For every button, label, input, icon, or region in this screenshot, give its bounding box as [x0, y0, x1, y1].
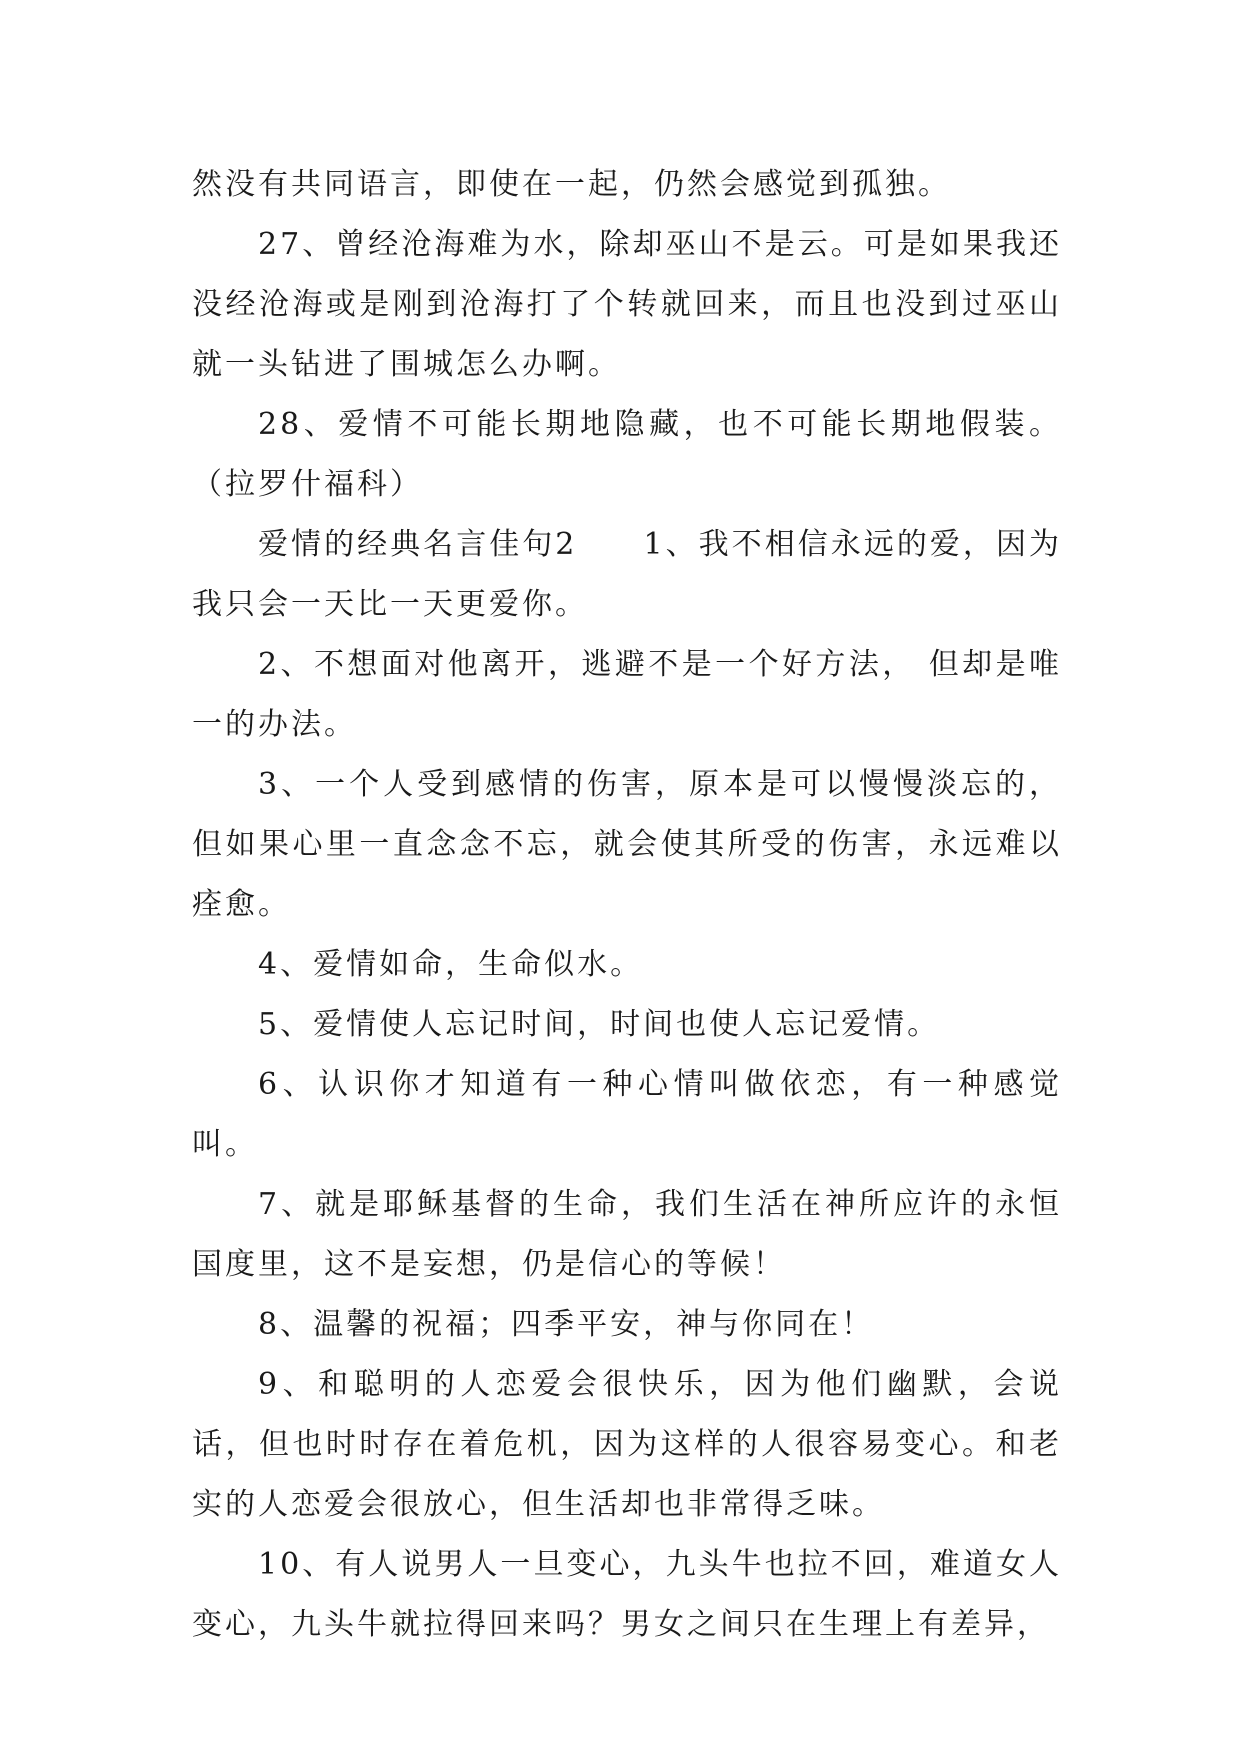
paragraph: 然没有共同语言，即使在一起，仍然会感觉到孤独。	[192, 167, 951, 202]
paragraph: 3、一个人受到感情的伤害，原本是可以慢慢淡忘的，但如果心里一直念念不忘，就会使其所受的伤害，永远难以痊愈。	[192, 767, 1062, 922]
body-text	[192, 155, 1062, 1655]
paragraph: 5、爱情使人忘记时间，时间也使人忘记爱情。	[258, 1007, 941, 1042]
paragraph: 7、就是耶稣基督的生命，我们生活在神所应许的永恒国度里，这不是妄想，仍是信心的等候！	[192, 1187, 1062, 1282]
paragraph: 28、爱情不可能长期地隐藏，也不可能长期地假装。（拉罗什福科）	[192, 407, 1062, 502]
paragraph: 4、爱情如命，生命似水。	[258, 947, 644, 982]
paragraph: 9、和聪明的人恋爱会很快乐，因为他们幽默，会说话，但也时时存在着危机，因为这样的人很容易变心。和老实的人恋爱会很放心，但生活却也非常得乏味。	[192, 1367, 1062, 1522]
paragraph: 10、有人说男人一旦变心，九头牛也拉不回，难道女人变心，九头牛就拉得回来吗？男女之间只在生理上有差异，	[192, 1547, 1062, 1642]
paragraph: 27、曾经沧海难为水，除却巫山不是云。可是如果我还没经沧海或是刚到沧海打了个转就回来，而且也没到过巫山就一头钻进了围城怎么办啊。	[192, 227, 1062, 382]
paragraph: 6、认识你才知道有一种心情叫做依恋，有一种感觉叫。	[192, 1067, 1062, 1162]
paragraph: 2、不想面对他离开，逃避不是一个好方法， 但却是唯一的办法。	[192, 647, 1062, 742]
paragraph: 爱情的经典名言佳句2 1、我不相信永远的爱，因为我只会一天比一天更爱你。	[192, 527, 1062, 622]
paragraph: 8、温馨的祝福；四季平安，神与你同在！	[258, 1307, 875, 1342]
